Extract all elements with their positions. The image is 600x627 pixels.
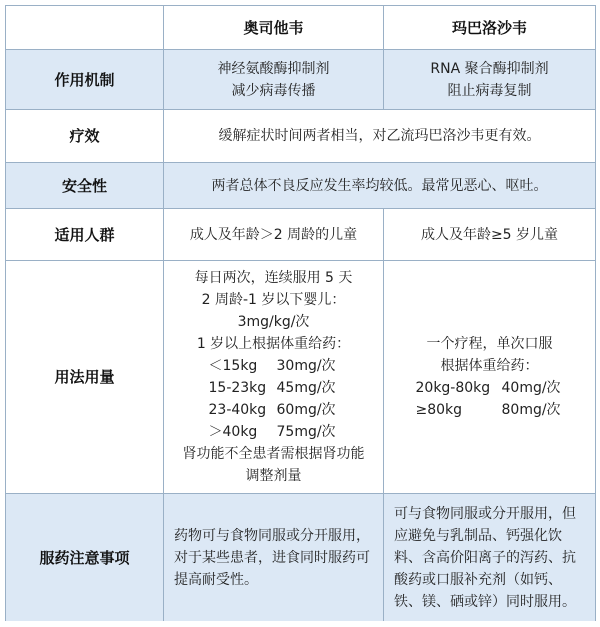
dosage-baloxavir-weight-table xyxy=(416,377,564,421)
dosage-oseltamivir-line2: 2 周龄-1 岁以下婴儿： xyxy=(201,292,346,308)
dosage-oseltamivir-line1: 每日两次，连续服用 5 天 xyxy=(194,270,353,286)
header-corner xyxy=(6,6,164,50)
mechanism-oseltamivir xyxy=(164,50,384,110)
mechanism-baloxavir-line2: 阻止病毒复制 xyxy=(447,82,532,99)
population-baloxavir: 成人及年龄≥5 岁儿童 xyxy=(384,209,595,261)
dosage-oseltamivir-line3: 3mg/kg/次 xyxy=(237,314,310,330)
efficacy-merged: 缓解症状时间两者相当，对乙流玛巴洛沙韦更有效。 xyxy=(164,110,595,163)
dose-amount: 40mg/次 xyxy=(501,380,561,396)
dosage-oseltamivir-weight-table xyxy=(209,355,339,443)
dose-amount: 30mg/次 xyxy=(276,358,336,374)
row-label-population: 适用人群 xyxy=(6,209,164,261)
notes-oseltamivir xyxy=(164,494,384,621)
notes-oseltamivir-text: 药物可与食物同服或分开服用，对于某些患者，进食同时服药可提高耐受性。 xyxy=(174,527,370,588)
dose-weight: ＜15kg xyxy=(208,358,258,374)
dose-amount: 80mg/次 xyxy=(501,402,561,418)
safety-merged: 两者总体不良反应发生率均较低。最常见恶心、呕吐。 xyxy=(164,163,595,209)
mechanism-baloxavir-line1: RNA 聚合酶抑制剂 xyxy=(430,60,549,77)
dose-weight: ≥80kg xyxy=(415,402,463,418)
row-label-mechanism: 作用机制 xyxy=(6,50,164,110)
dose-amount: 45mg/次 xyxy=(276,380,336,396)
dosage-baloxavir xyxy=(384,261,595,494)
dosage-oseltamivir-line4: 1 岁以上根据体重给药： xyxy=(196,336,351,352)
header-baloxavir: 玛巴洛沙韦 xyxy=(384,6,595,50)
notes-baloxavir xyxy=(384,494,595,621)
dose-amount: 75mg/次 xyxy=(276,424,336,440)
row-label-dosage: 用法用量 xyxy=(6,261,164,494)
comparison-table xyxy=(5,5,596,621)
dosage-baloxavir-line1: 一个疗程，单次口服 xyxy=(426,336,553,352)
dosage-baloxavir-line2: 根据体重给药： xyxy=(440,358,539,374)
dose-amount: 60mg/次 xyxy=(276,402,336,418)
mechanism-oseltamivir-line1: 神经氨酸酶抑制剂 xyxy=(217,60,330,77)
dosage-oseltamivir-line6: 调整剂量 xyxy=(245,468,302,484)
dose-weight: 20kg-80kg xyxy=(415,380,491,396)
mechanism-oseltamivir-line2: 减少病毒传播 xyxy=(231,82,316,99)
dose-weight: 23-40kg xyxy=(208,402,267,418)
dose-weight: ＞40kg xyxy=(208,424,258,440)
mechanism-baloxavir xyxy=(384,50,595,110)
row-label-efficacy: 疗效 xyxy=(6,110,164,163)
population-oseltamivir: 成人及年龄＞2 周龄的儿童 xyxy=(164,209,384,261)
row-label-notes: 服药注意事项 xyxy=(6,494,164,621)
dose-weight: 15-23kg xyxy=(208,380,267,396)
notes-baloxavir-text: 可与食物同服或分开服用，但应避免与乳制品、钙强化饮料、含高价阳离子的泻药、抗酸药或口服补充剂（如钙、铁、镁、硒或锌）同时服用。 xyxy=(394,505,576,610)
header-oseltamivir: 奥司他韦 xyxy=(164,6,384,50)
dosage-oseltamivir-line5: 肾功能不全患者需根据肾功能 xyxy=(182,446,365,462)
row-label-safety: 安全性 xyxy=(6,163,164,209)
dosage-oseltamivir xyxy=(164,261,384,494)
